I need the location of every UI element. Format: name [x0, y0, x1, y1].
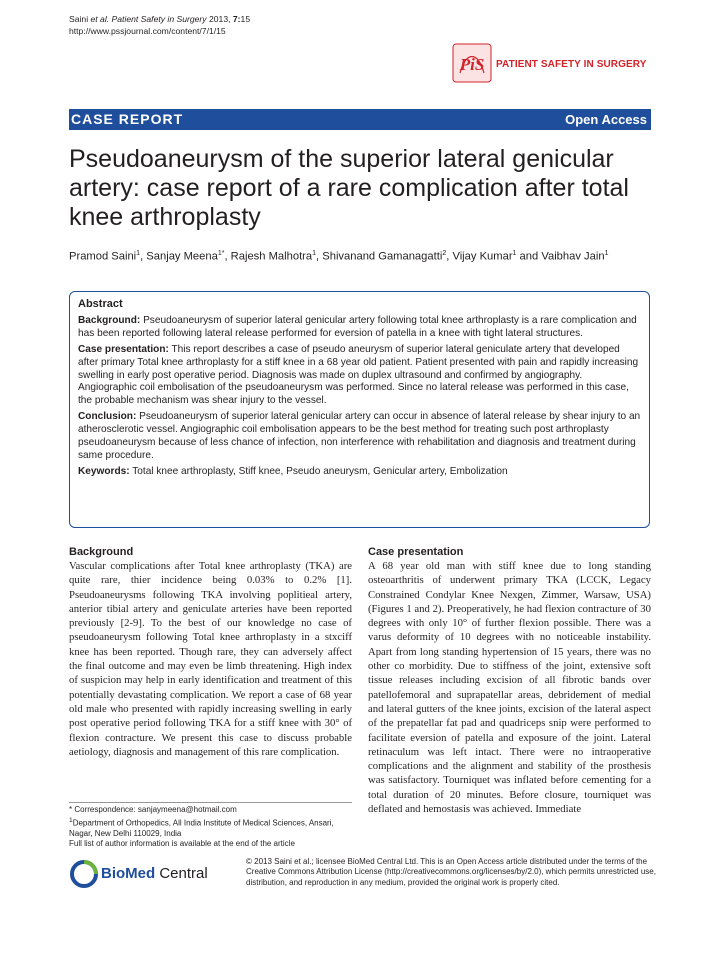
abstract-heading: Abstract [78, 298, 123, 310]
article-title: Pseudoaneurysm of the superior lateral genicular artery: case report of a rare complication after total knee arthroplasty [69, 145, 629, 231]
citation-authors: Saini [69, 14, 89, 24]
author-name: Sanjay Meena [146, 250, 218, 263]
author-affiliation-mark: 1 [604, 250, 609, 257]
author-name: Vijay Kumar [452, 250, 513, 263]
author-separator: and [516, 250, 542, 263]
journal-name: PATIENT SAFETY IN SURGERY [496, 59, 647, 70]
article-type-banner [69, 109, 651, 130]
footnote [69, 802, 352, 850]
author-name: Rajesh Malhotra [230, 250, 313, 263]
journal-logo [452, 43, 652, 83]
citation-line [69, 14, 250, 26]
citation-volume: 7: [232, 14, 241, 24]
citation-page: 15 [240, 14, 251, 24]
abstract-box [69, 291, 650, 528]
article-type-label: CASE REPORT [71, 111, 184, 127]
affiliation-note: $^1$Department of Orthopedics, All India Institute of Medical Sciences, Ansari, Nagar, New Delhi 110029, India [69, 816, 334, 838]
publisher-name: BioMed Central [101, 865, 208, 882]
author-info-note: Full list of author information is available at the end of the article [69, 839, 295, 849]
citation-year: 2013, [208, 14, 231, 24]
background-text: Vascular complications after Total knee arthroplasty (TKA) are quite rare, thier incidence being 0.03% to 0.2% [1]. Pseudoaneurysms following TKA involving poplitieal artery, anterior tibial artery and geniculate arteries have been reported previously [2-9]. To the best of our knowledge no case of pseudoaneurysm following Total knee arthroplasty in a stxciff knee has been reported. Though rare, they can adversely affect the final outcome and may even be limb threatening. High index of suspicion may help in early identification and treatment of this potentially devastating complication. We report a case of 68 year old male who presented with rapidly increasing swelling in early post operative period following TKA for a stiff knee with 30° of flexion contracture. We present this case to discuss probable aetiology, diagnosis and management of this rare complication. [69, 560, 352, 758]
author-name: Shivanand Gamanagatti [322, 250, 443, 263]
abstract-conclusion: Conclusion: Pseudoaneurysm of superior lateral genicular artery can occur in absence of lateral release by shear injury to an atherosclerotic vessel. Angiographic coil embolisation appears to be the best method for treating such post arthroplasty pseudoaneurysm because of less chance of infection, non interference with rehabilitation and diagnosis and treatment during same procedure. [78, 411, 641, 461]
citation-journal: Patient Safety in Surgery [111, 14, 207, 24]
publisher-logo [69, 857, 229, 891]
author-name: Pramod Saini [69, 250, 137, 263]
abstract-keywords: Keywords: Total knee arthroplasty, Stiff knee, Pseudo aneurysm, Genicular artery, Embolization [78, 465, 508, 477]
abstract-case: Case presentation: This report describes a case of pseudo aneurysm of superior lateral geniculate artery that developed after primary Total knee arthroplasty for a stiff knee in a 68 year old patient. Patient presented with pain and rapidly increasing swelling in early post operative period. Diagnosis was made on duplex ultrasound and confirmed by angiography. Angiographic coil embolisation of the pseudoaneurysm was performed. Since no lateral release was performed in this case, the probable mechanism was shear injury to the vessel. [78, 343, 639, 407]
citation-header [69, 14, 250, 37]
left-column [69, 545, 352, 759]
case-heading: Case presentation [368, 546, 464, 558]
author-separator: , [140, 250, 147, 263]
open-access-label: Open Access [565, 112, 647, 127]
author-affiliation-mark: 1 [512, 250, 517, 257]
author-list [69, 247, 659, 264]
citation-etal: et al. [90, 14, 110, 24]
pis-logo-letters: PiS [459, 55, 485, 74]
author-separator: , [446, 250, 453, 263]
author-separator: , [224, 250, 231, 263]
author-name: Vaibhav Jain [541, 250, 605, 263]
author-affiliation-mark: 2 [442, 250, 447, 257]
case-text: A 68 year old man with stiff knee due to long standing osteoarthritis of underwent primary TKA (LCCK, Legacy Constrained Condylar Knee Nexgen, Zimmer, Warsaw, USA) (Figures 1 and 2). Preoperatively, he had flexion contracture of 30 degrees with only 10° of further flexion possible. There was a varus deformity of 10 degrees with no noticeable instability. Apart from long standing hypertension of 15 years, there was no other co morbidity. Due to stiffness of the joint, extensive soft tissue releases including excision of all fibrotic bands over patellofemoral and suprapatellar areas, debridement of medial and lateral gutters of the knee joints, excision of the lateral aspect of the prepatellar fat pad and quadriceps snip were performed to facilitate eversion of patella and exposure of the joint. Lateral retinaculum was left intact. There were no intraoperative complications and the alignment and stability of the prosthesis was satisfactory. Tourniquet was inflated before cementing for a total duration of 20 minutes. Before closure, tourniquet was deflated and hemostasis was achieved. Immediate [368, 560, 651, 816]
author-separator: , [316, 250, 323, 263]
copyright-notice: © 2013 Saini et al.; licensee BioMed Central Ltd. This is an Open Access article distributed under the terms of the Creative Commons Attribution License (http://creativecommons.org/licenses/by/2.0), which permits unrestricted use, distribution, and reproduction in any medium, provided the original work is properly cited. [246, 857, 656, 887]
background-heading: Background [69, 546, 134, 558]
correspondence-note: * Correspondence: sanjaymeena@hotmail.com [69, 805, 237, 814]
right-column [368, 545, 651, 816]
citation-url[interactable]: http://www.pssjournal.com/content/7/1/15 [69, 25, 226, 36]
biomed-central-icon [69, 859, 99, 889]
author-affiliation-mark: 1 [312, 250, 317, 257]
abstract-background: Background: Pseudoaneurysm of superior lateral genicular artery following total knee arthroplasty is a rare complication and has been reported following lateral release performed for eversion of patella in a knee with tight lateral structures. [78, 314, 637, 339]
author-affiliation-mark: 1* [217, 250, 225, 257]
pis-logo-icon [452, 43, 492, 83]
author-affiliation-mark: 1 [136, 250, 141, 257]
